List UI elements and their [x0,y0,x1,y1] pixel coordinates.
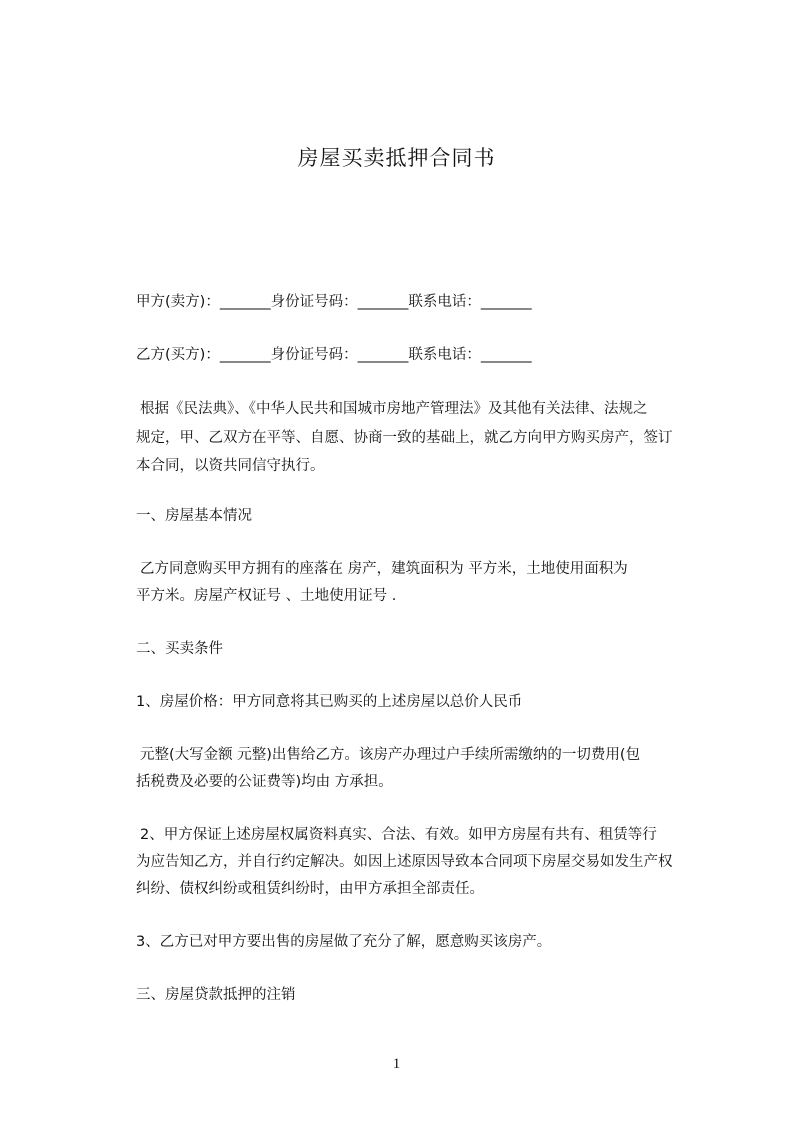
party-b-line: 乙方(买方)：_______身份证号码：_______联系电话：_______ [136,347,532,363]
document-title: 房屋买卖抵押合同书 [297,146,496,170]
section-2-heading: 二、买卖条件 [136,641,223,657]
party-a-line: 甲方(卖方)：_______身份证号码：_______联系电话：_______ [136,294,532,310]
intro-line-2: 规定，甲、乙双方在平等、自愿、协商一致的基础上，就乙方向甲方购买房产，签订 [136,430,673,446]
section-3-heading: 三、房屋贷款抵押的注销 [136,987,296,1003]
intro-line-1: 根据《民法典》、《中华人民共和国城市房地产管理法》及其他有关法律、法规之 [140,401,648,417]
intro-line-3: 本合同，以资共同信守执行。 [136,458,325,474]
clause-2-line-1: 2、甲方保证上述房屋权属资料真实、合法、有效。如甲方房屋有共有、租赁等行 [140,827,657,843]
clause-2-line-2: 为应告知乙方，并自行约定解决。如因上述原因导致本合同项下房屋交易如发生产权 [136,854,673,870]
section-1-heading: 一、房屋基本情况 [136,508,252,524]
section-1-line-1: 乙方同意购买甲方拥有的座落在 房产，建筑面积为 平方米，土地使用面积为 [140,561,628,577]
clause-1-cont-line-2: 括税费及必要的公证费等)均由 方承担。 [136,774,393,790]
clause-1-line: 1、房屋价格：甲方同意将其已购买的上述房屋以总价人民币 [136,694,523,710]
page-number: 1 [392,1056,401,1072]
clause-3-line: 3、乙方已对甲方要出售的房屋做了充分了解，愿意购买该房产。 [136,934,552,950]
section-1-line-2: 平方米。房屋产权证号 、土地使用证号 . [136,588,397,604]
clause-1-cont-line-1: 元整(大写金额 元整)出售给乙方。该房产办理过户手续所需缴纳的一切费用(包 [140,747,641,763]
clause-2-line-3: 纠纷、债权纠纷或租赁纠纷时，由甲方承担全部责任。 [136,881,484,897]
